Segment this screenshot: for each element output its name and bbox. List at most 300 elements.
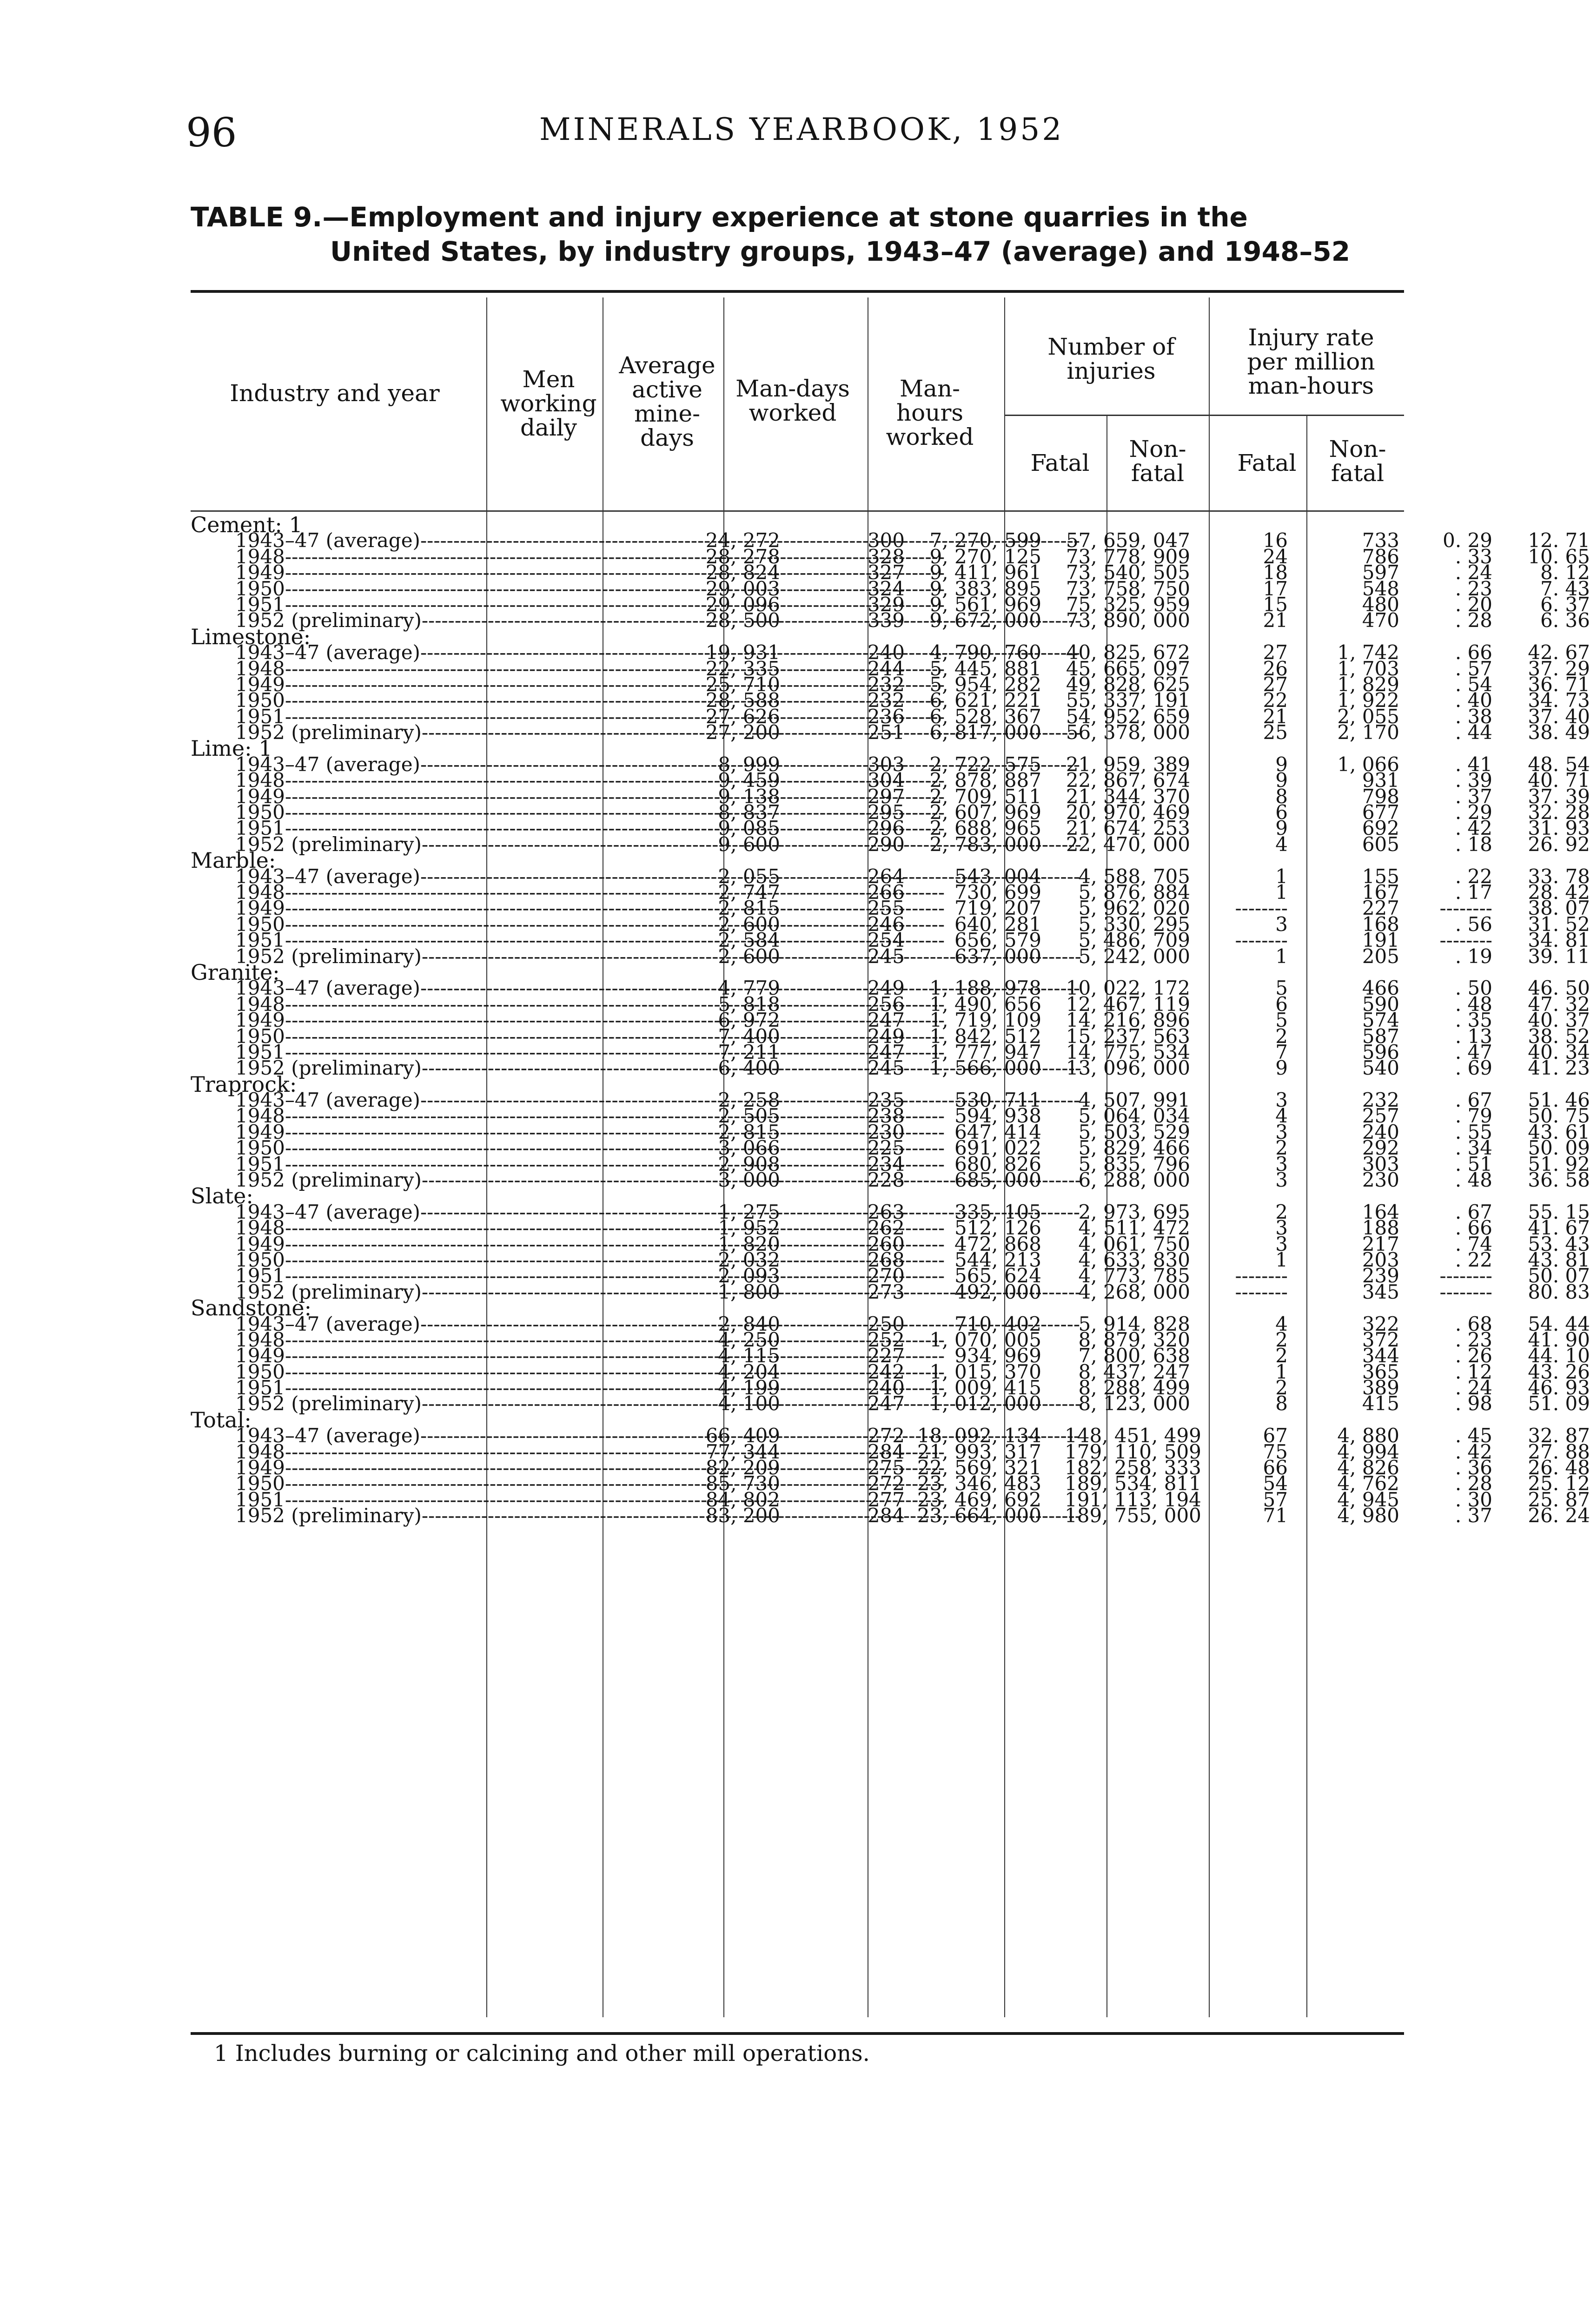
fatal-rate-cell: . 42 — [1455, 1440, 1492, 1463]
active-days-cell: 250 — [867, 1312, 905, 1335]
fatal-injuries-cell: -------- — [1235, 897, 1288, 920]
nonfatal-rate-cell: 38. 49 — [1528, 721, 1590, 744]
year-label: 1943–47 (average) ----- — [235, 980, 672, 996]
men-working-cell: 7, 211 — [718, 1040, 780, 1063]
man-days-cell: 1, 188, 978 — [929, 977, 1041, 1000]
men-working-cell: 2, 258 — [718, 1089, 780, 1112]
fatal-injuries-cell: 6 — [1275, 992, 1288, 1016]
man-hours-cell: 21, 344, 370 — [1066, 785, 1190, 808]
nonfatal-injuries-cell: 292 — [1362, 1136, 1399, 1160]
nonfatal-rate-cell: 51. 09 — [1528, 1392, 1590, 1415]
fatal-injuries-cell: 3 — [1275, 912, 1288, 936]
year-label: 1949 ----- — [235, 1124, 672, 1140]
active-days-cell: 275 — [867, 1456, 905, 1479]
fatal-rate-cell: . 13 — [1455, 1024, 1492, 1048]
year-label: 1948 ----- — [235, 661, 672, 677]
year-label: 1950 ----- — [235, 581, 672, 597]
man-hours-cell: 5, 962, 020 — [1078, 897, 1190, 920]
man-hours-cell: 4, 588, 705 — [1078, 865, 1190, 888]
men-working-cell: 2, 584 — [718, 929, 780, 952]
man-days-cell: 2, 722, 575 — [929, 753, 1041, 776]
men-working-cell: 9, 085 — [718, 817, 780, 840]
men-working-cell: 5, 818 — [718, 992, 780, 1016]
fatal-rate-cell: . 41 — [1455, 753, 1492, 776]
man-hours-cell: 55, 337, 191 — [1066, 689, 1190, 712]
nonfatal-rate-cell: 54. 44 — [1528, 1312, 1590, 1335]
men-working-cell: 9, 138 — [718, 785, 780, 808]
year-label: 1948 ----- — [235, 1108, 672, 1124]
nonfatal-rate-cell: 55. 15 — [1528, 1200, 1590, 1223]
man-hours-cell: 14, 216, 896 — [1066, 1009, 1190, 1032]
running-title: MINERALS YEARBOOK, 1952 — [539, 112, 1064, 147]
year-label: 1943–47 (average) ----- — [235, 869, 672, 885]
fatal-rate-cell: . 39 — [1455, 769, 1492, 792]
fatal-injuries-cell: 1 — [1275, 1248, 1288, 1271]
year-label: 1952 (preliminary) ----- — [235, 1060, 672, 1076]
col-head-rate-fatal: Fatal — [1237, 449, 1297, 476]
col-head-injuries-nonfatal: Non-fatal — [1129, 436, 1186, 487]
nonfatal-rate-cell: 46. 93 — [1528, 1376, 1590, 1400]
man-hours-cell: 5, 064, 034 — [1078, 1104, 1190, 1128]
man-days-cell: 2, 783, 000 — [929, 832, 1041, 856]
man-hours-cell: 4, 633, 830 — [1078, 1248, 1190, 1271]
man-hours-cell: 13, 096, 000 — [1066, 1056, 1190, 1080]
nonfatal-rate-cell: 51. 92 — [1528, 1152, 1590, 1175]
nonfatal-rate-cell: 34. 81 — [1528, 929, 1590, 952]
year-label: 1948 ----- — [235, 1220, 672, 1236]
active-days-cell: 245 — [867, 1056, 905, 1080]
fatal-rate-cell: . 17 — [1455, 880, 1492, 904]
men-working-cell: 2, 093 — [718, 1264, 780, 1287]
fatal-injuries-cell: 9 — [1275, 769, 1288, 792]
man-hours-cell: 54, 952, 659 — [1066, 705, 1190, 728]
year-label: 1951 ----- — [235, 709, 672, 725]
man-hours-cell: 189, 755, 000 — [1065, 1504, 1201, 1527]
fatal-injuries-cell: 9 — [1275, 1056, 1288, 1080]
nonfatal-injuries-cell: 2, 055 — [1337, 705, 1399, 728]
col-head-injuries-fatal: Fatal — [1030, 449, 1090, 476]
category-label: Cement: 1 — [191, 512, 303, 537]
table-row — [191, 1280, 1590, 1303]
fatal-injuries-cell: 18 — [1263, 561, 1288, 584]
fatal-injuries-cell: 3 — [1275, 1152, 1288, 1175]
man-days-cell: 9, 561, 969 — [929, 593, 1041, 616]
year-label: 1950 ----- — [235, 1252, 672, 1268]
fatal-rate-cell: . 19 — [1455, 944, 1492, 968]
fatal-rate-cell: -------- — [1439, 1264, 1492, 1287]
table-title-line-2: United States, by industry groups, 1943–47 (average) and 1948–52 — [330, 236, 1351, 267]
fatal-rate-cell: . 34 — [1455, 1136, 1492, 1160]
nonfatal-rate-cell: 38. 52 — [1528, 1024, 1590, 1048]
table-row — [191, 1169, 1590, 1192]
men-working-cell: 66, 409 — [705, 1424, 780, 1447]
man-days-cell: 2, 688, 965 — [929, 817, 1041, 840]
nonfatal-rate-cell: 46. 50 — [1528, 977, 1590, 1000]
men-working-cell: 2, 908 — [718, 1152, 780, 1175]
active-days-cell: 290 — [867, 832, 905, 856]
col-head-injury-rate: Injury rate per million man-hours — [1247, 324, 1375, 399]
year-label: 1952 (preliminary) ----- — [235, 1284, 672, 1300]
col-head-active-days: Average active mine-days — [619, 352, 716, 451]
nonfatal-rate-cell: 37. 29 — [1528, 657, 1590, 680]
nonfatal-rate-cell: 44. 10 — [1528, 1344, 1590, 1367]
nonfatal-injuries-cell: 786 — [1362, 545, 1399, 568]
man-days-cell: 5, 445, 881 — [929, 657, 1041, 680]
fatal-rate-cell: . 35 — [1455, 1009, 1492, 1032]
men-working-cell: 1, 275 — [718, 1200, 780, 1223]
men-working-cell: 27, 200 — [705, 721, 780, 744]
nonfatal-rate-cell: 32. 87 — [1528, 1424, 1590, 1447]
fatal-rate-cell: . 44 — [1455, 721, 1492, 744]
year-label: 1948 ----- — [235, 549, 672, 565]
men-working-cell: 4, 204 — [718, 1360, 780, 1383]
man-hours-cell: 5, 835, 796 — [1078, 1152, 1190, 1175]
nonfatal-rate-cell: 50. 09 — [1528, 1136, 1590, 1160]
men-working-cell: 29, 003 — [705, 577, 780, 600]
nonfatal-injuries-cell: 733 — [1362, 529, 1399, 552]
nonfatal-injuries-cell: 303 — [1362, 1152, 1399, 1175]
nonfatal-injuries-cell: 232 — [1362, 1089, 1399, 1112]
fatal-injuries-cell: 16 — [1263, 529, 1288, 552]
men-working-cell: 2, 815 — [718, 897, 780, 920]
man-days-cell: 2, 709, 511 — [929, 785, 1041, 808]
nonfatal-injuries-cell: 191 — [1362, 929, 1399, 952]
man-hours-cell: 5, 503, 529 — [1078, 1120, 1190, 1143]
fatal-rate-cell: -------- — [1439, 897, 1492, 920]
nonfatal-injuries-cell: 230 — [1362, 1169, 1399, 1192]
nonfatal-injuries-cell: 1, 742 — [1337, 641, 1399, 664]
year-label: 1951 ----- — [235, 1268, 672, 1284]
fatal-injuries-cell: 3 — [1275, 1216, 1288, 1240]
year-label: 1949 ----- — [235, 900, 672, 916]
nonfatal-injuries-cell: 168 — [1362, 912, 1399, 936]
table-row — [191, 721, 1590, 744]
nonfatal-injuries-cell: 590 — [1362, 992, 1399, 1016]
fatal-rate-cell: . 67 — [1455, 1089, 1492, 1112]
men-working-cell: 2, 815 — [718, 1120, 780, 1143]
fatal-injuries-cell: 9 — [1275, 817, 1288, 840]
active-days-cell: 324 — [867, 577, 905, 600]
man-hours-cell: 45, 665, 097 — [1066, 657, 1190, 680]
fatal-injuries-cell: 21 — [1263, 609, 1288, 632]
fatal-injuries-cell: 1 — [1275, 944, 1288, 968]
year-label: 1952 (preliminary) ----- — [235, 837, 672, 852]
man-days-cell: 1, 842, 512 — [929, 1024, 1041, 1048]
men-working-cell: 77, 344 — [705, 1440, 780, 1463]
nonfatal-injuries-cell: 344 — [1362, 1344, 1399, 1367]
fatal-rate-cell: . 56 — [1455, 912, 1492, 936]
man-days-cell: 512, 126 — [954, 1216, 1041, 1240]
men-working-cell: 83, 200 — [705, 1504, 780, 1527]
man-hours-cell: 7, 800, 638 — [1078, 1344, 1190, 1367]
man-days-cell: 934, 969 — [954, 1344, 1041, 1367]
active-days-cell: 327 — [867, 561, 905, 584]
man-hours-cell: 40, 825, 672 — [1066, 641, 1190, 664]
man-days-cell: 1, 009, 415 — [929, 1376, 1041, 1400]
active-days-cell: 262 — [867, 1216, 905, 1240]
men-working-cell: 3, 000 — [718, 1169, 780, 1192]
nonfatal-rate-cell: 41. 67 — [1528, 1216, 1590, 1240]
active-days-cell: 266 — [867, 880, 905, 904]
active-days-cell: 247 — [867, 1392, 905, 1415]
active-days-cell: 272 — [867, 1424, 905, 1447]
fatal-rate-cell: -------- — [1439, 929, 1492, 952]
table-row — [191, 1504, 1590, 1527]
men-working-cell: 1, 800 — [718, 1280, 780, 1303]
nonfatal-rate-cell: 26. 24 — [1528, 1504, 1590, 1527]
year-label: 1948 ----- — [235, 997, 672, 1012]
nonfatal-rate-cell: 43. 26 — [1528, 1360, 1590, 1383]
nonfatal-injuries-cell: 605 — [1362, 832, 1399, 856]
year-label: 1948 ----- — [235, 885, 672, 900]
fatal-rate-cell: . 48 — [1455, 1169, 1492, 1192]
year-label: 1943–47 (average) ----- — [235, 1316, 672, 1332]
nonfatal-injuries-cell: 597 — [1362, 561, 1399, 584]
active-days-cell: 273 — [867, 1280, 905, 1303]
fatal-injuries-cell: 17 — [1263, 577, 1288, 600]
fatal-injuries-cell: 5 — [1275, 977, 1288, 1000]
fatal-injuries-cell: 8 — [1275, 1392, 1288, 1415]
man-hours-cell: 20, 970, 469 — [1066, 801, 1190, 824]
men-working-cell: 2, 032 — [718, 1248, 780, 1271]
man-days-cell: 6, 621, 221 — [929, 689, 1041, 712]
man-hours-cell: 8, 437, 247 — [1078, 1360, 1190, 1383]
category-label: Granite: — [191, 959, 280, 985]
men-working-cell: 4, 779 — [718, 977, 780, 1000]
man-hours-cell: 191, 113, 194 — [1065, 1488, 1201, 1511]
men-working-cell: 27, 626 — [705, 705, 780, 728]
category-label: Marble: — [191, 848, 276, 873]
nonfatal-injuries-cell: 345 — [1362, 1280, 1399, 1303]
man-days-cell: 656, 579 — [954, 929, 1041, 952]
fatal-injuries-cell: 2 — [1275, 1136, 1288, 1160]
fatal-injuries-cell: 5 — [1275, 1009, 1288, 1032]
man-hours-cell: 8, 123, 000 — [1078, 1392, 1190, 1415]
nonfatal-rate-cell: 40. 71 — [1528, 769, 1590, 792]
fatal-injuries-cell: -------- — [1235, 929, 1288, 952]
man-days-cell: 7, 270, 599 — [929, 529, 1041, 552]
men-working-cell: 2, 600 — [718, 944, 780, 968]
fatal-rate-cell: . 48 — [1455, 992, 1492, 1016]
man-days-cell: 685, 000 — [954, 1169, 1041, 1192]
fatal-rate-cell: . 67 — [1455, 1200, 1492, 1223]
nonfatal-rate-cell: 31. 93 — [1528, 817, 1590, 840]
fatal-rate-cell: . 54 — [1455, 673, 1492, 696]
active-days-cell: 247 — [867, 1040, 905, 1063]
fatal-rate-cell: . 12 — [1455, 1360, 1492, 1383]
nonfatal-rate-cell: 28. 42 — [1528, 880, 1590, 904]
active-days-cell: 303 — [867, 753, 905, 776]
man-hours-cell: 14, 775, 534 — [1066, 1040, 1190, 1063]
category-label: Lime: 1 — [191, 736, 272, 761]
nonfatal-injuries-cell: 596 — [1362, 1040, 1399, 1063]
active-days-cell: 227 — [867, 1344, 905, 1367]
men-working-cell: 2, 055 — [718, 865, 780, 888]
active-days-cell: 254 — [867, 929, 905, 952]
man-hours-cell: 73, 540, 505 — [1066, 561, 1190, 584]
active-days-cell: 260 — [867, 1232, 905, 1255]
fatal-injuries-cell: 1 — [1275, 880, 1288, 904]
man-hours-cell: 5, 330, 295 — [1078, 912, 1190, 936]
nonfatal-rate-cell: 50. 07 — [1528, 1264, 1590, 1287]
nonfatal-rate-cell: 40. 37 — [1528, 1009, 1590, 1032]
year-label: 1952 (preliminary) ----- — [235, 1396, 672, 1412]
nonfatal-injuries-cell: 1, 066 — [1337, 753, 1399, 776]
year-label: 1948 ----- — [235, 1444, 672, 1460]
year-label: 1949 ----- — [235, 789, 672, 805]
fatal-rate-cell: . 57 — [1455, 657, 1492, 680]
man-hours-cell: 4, 773, 785 — [1078, 1264, 1190, 1287]
fatal-rate-cell: . 51 — [1455, 1152, 1492, 1175]
year-label: 1951 ----- — [235, 820, 672, 836]
year-label: 1943–47 (average) ----- — [235, 757, 672, 772]
men-working-cell: 3, 066 — [718, 1136, 780, 1160]
page-number: 96 — [186, 110, 237, 156]
man-hours-cell: 73, 758, 750 — [1066, 577, 1190, 600]
men-working-cell: 25, 710 — [705, 673, 780, 696]
nonfatal-injuries-cell: 4, 994 — [1337, 1440, 1399, 1463]
table-title-line-1: TABLE 9.—Employment and injury experience at stone quarries in the — [191, 201, 1248, 233]
nonfatal-injuries-cell: 217 — [1362, 1232, 1399, 1255]
man-days-cell: 5, 954, 282 — [929, 673, 1041, 696]
man-days-cell: 472, 868 — [954, 1232, 1041, 1255]
fatal-rate-cell: . 29 — [1455, 801, 1492, 824]
men-working-cell: 7, 400 — [718, 1024, 780, 1048]
year-label: 1950 ----- — [235, 1476, 672, 1492]
active-days-cell: 304 — [867, 769, 905, 792]
nonfatal-injuries-cell: 548 — [1362, 577, 1399, 600]
year-label: 1943–47 (average) ----- — [235, 1092, 672, 1108]
nonfatal-rate-cell: 51. 46 — [1528, 1089, 1590, 1112]
man-days-cell: 2, 607, 969 — [929, 801, 1041, 824]
table-title — [191, 200, 1404, 269]
men-working-cell: 85, 730 — [705, 1472, 780, 1495]
active-days-cell: 240 — [867, 1376, 905, 1400]
year-label: 1949 ----- — [235, 1236, 672, 1252]
man-days-cell: 4, 790, 760 — [929, 641, 1041, 664]
fatal-rate-cell: . 20 — [1455, 593, 1492, 616]
nonfatal-rate-cell: 6. 37 — [1540, 593, 1590, 616]
nonfatal-injuries-cell: 205 — [1362, 944, 1399, 968]
man-days-cell: 544, 213 — [954, 1248, 1041, 1271]
fatal-injuries-cell: 4 — [1275, 1312, 1288, 1335]
active-days-cell: 247 — [867, 1009, 905, 1032]
fatal-injuries-cell: 24 — [1263, 545, 1288, 568]
year-label: 1951 ----- — [235, 597, 672, 613]
man-days-cell: 1, 777, 947 — [929, 1040, 1041, 1063]
men-working-cell: 2, 840 — [718, 1312, 780, 1335]
man-days-cell: 640, 281 — [954, 912, 1041, 936]
year-label: 1950 ----- — [235, 1029, 672, 1044]
men-working-cell: 19, 931 — [705, 641, 780, 664]
active-days-cell: 264 — [867, 865, 905, 888]
year-label: 1950 ----- — [235, 693, 672, 708]
man-days-cell: 9, 383, 895 — [929, 577, 1041, 600]
man-days-cell: 21, 993, 317 — [917, 1440, 1041, 1463]
active-days-cell: 300 — [867, 529, 905, 552]
active-days-cell: 240 — [867, 641, 905, 664]
fatal-rate-cell: . 66 — [1455, 1216, 1492, 1240]
year-label: 1951 ----- — [235, 1044, 672, 1060]
man-hours-cell: 2, 973, 695 — [1078, 1200, 1190, 1223]
fatal-rate-cell: . 36 — [1455, 1456, 1492, 1479]
nonfatal-injuries-cell: 389 — [1362, 1376, 1399, 1400]
year-label: 1949 ----- — [235, 1460, 672, 1476]
man-hours-cell: 8, 879, 320 — [1078, 1328, 1190, 1351]
man-days-cell: 565, 624 — [954, 1264, 1041, 1287]
fatal-rate-cell: . 50 — [1455, 977, 1492, 1000]
fatal-rate-cell: . 30 — [1455, 1488, 1492, 1511]
nonfatal-rate-cell: 25. 87 — [1528, 1488, 1590, 1511]
man-hours-cell: 57, 659, 047 — [1066, 529, 1190, 552]
fatal-rate-cell: . 37 — [1455, 1504, 1492, 1527]
fatal-rate-cell: . 18 — [1455, 832, 1492, 856]
active-days-cell: 329 — [867, 593, 905, 616]
fatal-rate-cell: . 68 — [1455, 1312, 1492, 1335]
active-days-cell: 263 — [867, 1200, 905, 1223]
fatal-rate-cell: . 55 — [1455, 1120, 1492, 1143]
fatal-injuries-cell: 4 — [1275, 832, 1288, 856]
man-days-cell: 719, 207 — [954, 897, 1041, 920]
fatal-rate-cell: . 45 — [1455, 1424, 1492, 1447]
man-days-cell: 1, 566, 000 — [929, 1056, 1041, 1080]
nonfatal-injuries-cell: 540 — [1362, 1056, 1399, 1080]
man-hours-cell: 8, 288, 499 — [1078, 1376, 1190, 1400]
year-label: 1949 ----- — [235, 677, 672, 693]
man-hours-cell: 4, 511, 472 — [1078, 1216, 1190, 1240]
fatal-injuries-cell: 1 — [1275, 865, 1288, 888]
fatal-rate-cell: . 38 — [1455, 705, 1492, 728]
man-hours-cell: 73, 890, 000 — [1066, 609, 1190, 632]
men-working-cell: 29, 096 — [705, 593, 780, 616]
nonfatal-rate-cell: 43. 61 — [1528, 1120, 1590, 1143]
men-working-cell: 9, 459 — [718, 769, 780, 792]
fatal-injuries-cell: 54 — [1263, 1472, 1288, 1495]
fatal-injuries-cell: 7 — [1275, 1040, 1288, 1063]
fatal-rate-cell: . 79 — [1455, 1104, 1492, 1128]
col-head-rate-nonfatal: Non-fatal — [1329, 436, 1386, 487]
active-days-cell: 244 — [867, 657, 905, 680]
man-days-cell: 9, 672, 000 — [929, 609, 1041, 632]
nonfatal-injuries-cell: 257 — [1362, 1104, 1399, 1128]
fatal-injuries-cell: 75 — [1263, 1440, 1288, 1463]
fatal-injuries-cell: 57 — [1263, 1488, 1288, 1511]
year-label: 1943–47 (average) ----- — [235, 1428, 672, 1444]
fatal-injuries-cell: 25 — [1263, 721, 1288, 744]
fatal-rate-cell: . 33 — [1455, 545, 1492, 568]
man-days-cell: 335, 105 — [954, 1200, 1041, 1223]
year-label: 1950 ----- — [235, 1140, 672, 1156]
nonfatal-rate-cell: 36. 71 — [1528, 673, 1590, 696]
fatal-injuries-cell: 2 — [1275, 1024, 1288, 1048]
active-days-cell: 277 — [867, 1488, 905, 1511]
nonfatal-injuries-cell: 164 — [1362, 1200, 1399, 1223]
men-working-cell: 4, 115 — [718, 1344, 780, 1367]
men-working-cell: 28, 588 — [705, 689, 780, 712]
active-days-cell: 245 — [867, 944, 905, 968]
nonfatal-injuries-cell: 155 — [1362, 865, 1399, 888]
men-working-cell: 84, 802 — [705, 1488, 780, 1511]
nonfatal-injuries-cell: 415 — [1362, 1392, 1399, 1415]
year-label: 1952 (preliminary) ----- — [235, 949, 672, 964]
nonfatal-injuries-cell: 167 — [1362, 880, 1399, 904]
category-label: Slate: — [191, 1183, 253, 1209]
fatal-injuries-cell: 22 — [1263, 689, 1288, 712]
active-days-cell: 235 — [867, 1089, 905, 1112]
man-hours-cell: 179, 110, 509 — [1065, 1440, 1201, 1463]
nonfatal-injuries-cell: 466 — [1362, 977, 1399, 1000]
men-working-cell: 8, 837 — [718, 801, 780, 824]
